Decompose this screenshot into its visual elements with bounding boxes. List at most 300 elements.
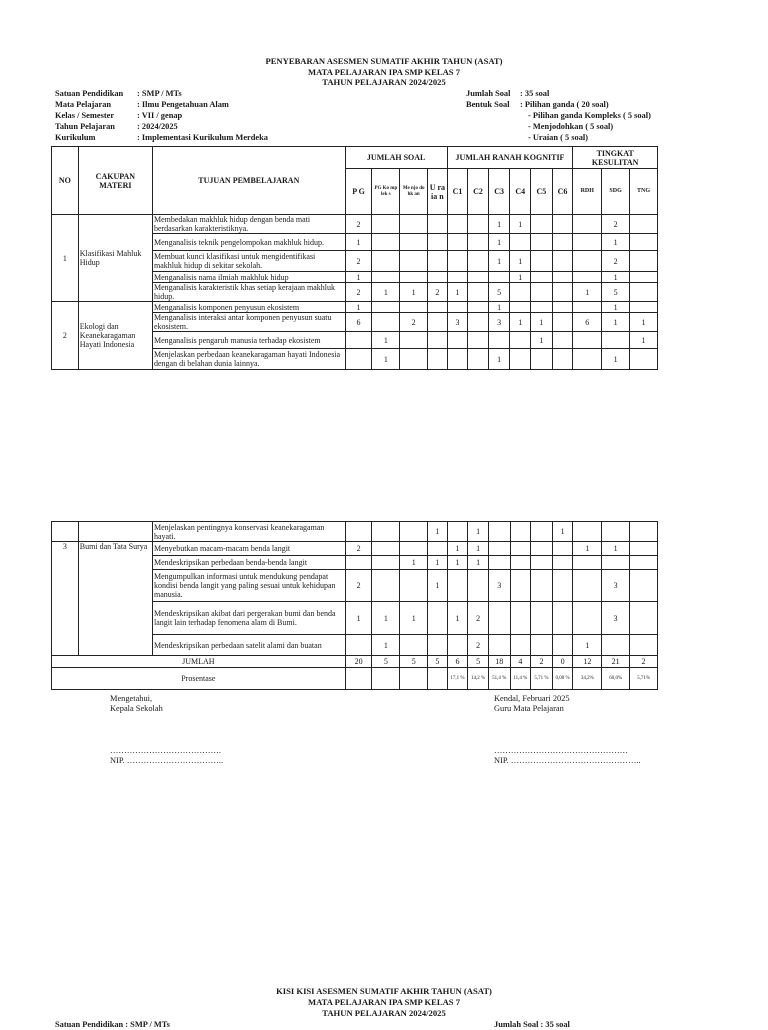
sig-left-line2: Kepala Sekolah: [110, 704, 163, 713]
cell-mj: [400, 234, 428, 251]
cell-ur: [428, 234, 448, 251]
cell-pgk: [372, 542, 400, 556]
page2-year: TAHUN PELAJARAN 2024/2025: [322, 1008, 446, 1018]
cell-pgk: 1: [372, 349, 400, 370]
cell-c6: [552, 234, 573, 251]
table-row: [52, 542, 658, 556]
cell-c2: 1: [468, 542, 489, 556]
sig-right-line2: Guru Mata Pelajaran: [494, 704, 564, 713]
cell-c2: 2: [468, 602, 489, 635]
total-c1: 6: [447, 656, 468, 668]
header-sdg: SDG: [602, 169, 630, 215]
table1-body: [52, 215, 658, 370]
cell-c5: [531, 349, 553, 370]
cell-c6: [552, 570, 573, 602]
cell-c1: [447, 272, 468, 283]
total-rdh: 12: [573, 656, 602, 668]
header-tingkat: TINGKAT KESULITAN: [573, 147, 658, 169]
total-c4: 4: [510, 656, 531, 668]
cell-pgk: [372, 522, 400, 542]
cell-c1: 1: [447, 283, 468, 302]
percentage-mj: [400, 668, 428, 690]
cell-c1: [447, 302, 468, 313]
cell-tng: [630, 349, 658, 370]
cell-mj: [400, 542, 428, 556]
total-label: JUMLAH: [52, 656, 346, 668]
row-tujuan: Menganalisis pengaruh manusia terhadap ekosistem: [152, 332, 345, 349]
header-c1: C1: [447, 169, 468, 215]
cell-c6: [552, 602, 573, 635]
row-no: 3: [52, 542, 79, 656]
percentage-c6: 0,00 %: [552, 668, 573, 690]
cell-c4: [510, 542, 531, 556]
cell-c2: [468, 215, 489, 234]
cell-c5: 1: [531, 313, 553, 332]
info-label-kelas: Kelas / Semester: [55, 111, 115, 120]
cell-rdh: 1: [573, 283, 602, 302]
cell-c2: 2: [468, 635, 489, 656]
cell-pgk: 1: [372, 635, 400, 656]
cell-c2: 1: [468, 522, 489, 542]
cell-sdg: 1: [602, 542, 630, 556]
row-tujuan: Mengumpulkan informasi untuk mendukung pendapat kondisi benda langit yang paling sesuai untuk kehidupan manusia.: [152, 570, 345, 602]
header-tng: TNG: [630, 169, 658, 215]
cell-sdg: 2: [602, 215, 630, 234]
row-tujuan: Menjelaskan pentingnya konservasi keanekaragaman hayati.: [152, 522, 345, 542]
cell-c1: [447, 349, 468, 370]
cell-sdg: 1: [602, 313, 630, 332]
cell-sdg: 2: [602, 251, 630, 272]
cell-mj: 1: [400, 602, 428, 635]
table-row: [52, 302, 658, 313]
cell-ur: [428, 542, 448, 556]
cell-tng: [630, 635, 658, 656]
sig-right-nip: NIP. ………………………………………..: [494, 756, 641, 765]
cell-pgk: [372, 556, 400, 570]
cell-c1: [447, 635, 468, 656]
percentage-row: [52, 668, 658, 690]
cell-c6: [552, 302, 573, 313]
cell-c4: [510, 332, 531, 349]
cell-tng: [630, 556, 658, 570]
cell-c4: [510, 635, 531, 656]
header-pg-kompleks: PG Ko mp lek s: [372, 169, 400, 215]
cell-pgk: [372, 313, 400, 332]
total-c3: 18: [488, 656, 510, 668]
cell-pg: [345, 349, 372, 370]
sig-right-name-line: …………………………………………: [494, 746, 628, 755]
cell-c3: [488, 272, 510, 283]
cell-c5: [531, 251, 553, 272]
cell-c2: [468, 251, 489, 272]
cell-c4: [510, 349, 531, 370]
header-menjodohkan: Me njo do hk an: [400, 169, 428, 215]
cell-c5: [531, 272, 553, 283]
total-mj: 5: [400, 656, 428, 668]
cell-c1: 1: [447, 556, 468, 570]
cell-c6: [552, 332, 573, 349]
cell-c2: [468, 332, 489, 349]
row-no: 2: [52, 302, 79, 370]
cell-c2: [468, 349, 489, 370]
row-no: [52, 522, 79, 542]
total-tng: 2: [630, 656, 658, 668]
cell-pg: [345, 332, 372, 349]
row-tujuan: Menjelaskan perbedaan keanekaragaman hayati Indonesia dengan di belahan dunia lainnya.: [152, 349, 345, 370]
cell-ur: [428, 251, 448, 272]
cell-pgk: [372, 570, 400, 602]
cell-ur: [428, 635, 448, 656]
cell-rdh: [573, 302, 602, 313]
percentage-pg: [345, 668, 372, 690]
cell-rdh: 6: [573, 313, 602, 332]
cell-c6: [552, 272, 573, 283]
cell-c4: [510, 556, 531, 570]
cell-rdh: [573, 556, 602, 570]
table-row: [52, 215, 658, 234]
cell-c6: [552, 283, 573, 302]
cell-c5: [531, 283, 553, 302]
cell-c3: 3: [488, 570, 510, 602]
cell-c3: 3: [488, 313, 510, 332]
cell-c5: [531, 635, 553, 656]
cell-sdg: [602, 635, 630, 656]
cell-ur: [428, 602, 448, 635]
cell-pg: 2: [345, 215, 372, 234]
cell-tng: [630, 522, 658, 542]
percentage-rdh: 34,2%: [573, 668, 602, 690]
cell-c3: 1: [488, 302, 510, 313]
info-label-kurikulum: Kurikulum: [55, 133, 96, 142]
cell-sdg: 3: [602, 602, 630, 635]
info-value-tahun: : 2024/2025: [137, 122, 178, 131]
row-tujuan: Mendeskripsikan perbedaan satelit alami dan buatan: [152, 635, 345, 656]
percentage-pgk: [372, 668, 400, 690]
cell-sdg: 1: [602, 234, 630, 251]
cell-c5: [531, 570, 553, 602]
row-tujuan: Menganalisis komponen penyusun ekosistem: [152, 302, 345, 313]
info-value-satuan: : SMP / MTs: [137, 89, 182, 98]
percentage-ur: [428, 668, 448, 690]
cell-c2: [468, 272, 489, 283]
total-pgk: 5: [372, 656, 400, 668]
row-cakupan-materi: [78, 522, 152, 542]
asat-distribution-table: [51, 146, 658, 370]
cell-tng: [630, 234, 658, 251]
cell-ur: [428, 272, 448, 283]
cell-rdh: [573, 234, 602, 251]
cell-ur: [428, 332, 448, 349]
header-c5: C5: [531, 169, 553, 215]
cell-ur: [428, 215, 448, 234]
cell-c3: 1: [488, 215, 510, 234]
table2-body: [52, 522, 658, 690]
cell-pg: 1: [345, 234, 372, 251]
cell-sdg: 1: [602, 302, 630, 313]
bentuk-item: - Uraian ( 5 soal): [528, 133, 589, 142]
cell-c3: [488, 556, 510, 570]
cell-rdh: [573, 272, 602, 283]
cell-c4: 1: [510, 215, 531, 234]
cell-c1: [447, 215, 468, 234]
cell-c5: [531, 522, 553, 542]
total-c6: 0: [552, 656, 573, 668]
cell-c5: [531, 602, 553, 635]
cell-sdg: [602, 332, 630, 349]
cell-c4: [510, 522, 531, 542]
cell-c3: [488, 635, 510, 656]
cell-c1: [447, 251, 468, 272]
info-value-kurikulum: : Implementasi Kurikulum Merdeka: [137, 133, 268, 142]
cell-pgk: [372, 215, 400, 234]
info-label-satuan: Satuan Pendidikan: [55, 89, 124, 98]
cell-pgk: 1: [372, 602, 400, 635]
cell-ur: [428, 313, 448, 332]
header-jumlah-soal: JUMLAH SOAL: [345, 147, 447, 169]
cell-mj: [400, 272, 428, 283]
cell-pg: 2: [345, 542, 372, 556]
bentuk-item: - Pilihan ganda Kompleks ( 5 soal): [528, 111, 651, 120]
cell-c5: [531, 234, 553, 251]
cell-c6: [552, 251, 573, 272]
cell-rdh: [573, 522, 602, 542]
header-c2: C2: [468, 169, 489, 215]
row-cakupan-materi: Ekologi dan Keanekaragaman Hayati Indonesia: [78, 302, 152, 370]
header-ranah: JUMLAH RANAH KOGNITIF: [447, 147, 573, 169]
percentage-label: Prosentase: [52, 668, 346, 690]
cell-pg: [345, 556, 372, 570]
page2-title: KISI KISI ASESMEN SUMATIF AKHIR TAHUN (ASAT): [276, 986, 492, 996]
cell-c4: 1: [510, 272, 531, 283]
header-c3: C3: [488, 169, 510, 215]
cell-c3: 1: [488, 234, 510, 251]
cell-mj: [400, 349, 428, 370]
cell-sdg: 1: [602, 272, 630, 283]
cell-c2: [468, 313, 489, 332]
doc-subtitle: MATA PELAJARAN IPA SMP KELAS 7: [307, 67, 461, 77]
bentuk-soal-value: : Pilihan ganda ( 20 soal): [520, 100, 609, 109]
total-c5: 2: [531, 656, 553, 668]
cell-mj: [400, 570, 428, 602]
cell-rdh: [573, 349, 602, 370]
cell-c3: 1: [488, 349, 510, 370]
total-row: [52, 656, 658, 668]
cell-tng: [630, 542, 658, 556]
info-value-mapel: : Ilmu Pengetahuan Alam: [137, 100, 229, 109]
cell-pg: 2: [345, 570, 372, 602]
cell-sdg: 3: [602, 570, 630, 602]
percentage-c2: 14,2 %: [468, 668, 489, 690]
cell-ur: 1: [428, 522, 448, 542]
cell-tng: [630, 272, 658, 283]
cell-pg: 2: [345, 283, 372, 302]
percentage-c1: 17,1 %: [447, 668, 468, 690]
row-tujuan: Menganalisis karakteristik khas setiap kerajaan makhluk hidup.: [152, 283, 345, 302]
bentuk-soal-label: Bentuk Soal: [466, 100, 510, 109]
row-cakupan-materi: Klasifikasi Mahluk Hidup: [78, 215, 152, 302]
header-uraian: U ra ia n: [428, 169, 448, 215]
cell-c2: [468, 234, 489, 251]
cell-c1: [447, 570, 468, 602]
row-no: 1: [52, 215, 79, 302]
cell-c5: [531, 556, 553, 570]
info-value-kelas: : VII / genap: [137, 111, 183, 120]
row-tujuan: Mendeskripsikan akibat dari pergerakan bumi dan benda langit lain terhadap fenomena alam di Bumi.: [152, 602, 345, 635]
row-tujuan: Membedakan makhluk hidup dengan benda mati berdasarkan karakteristiknya.: [152, 215, 345, 234]
cell-sdg: 5: [602, 283, 630, 302]
info-label-mapel: Mata Pelajaran: [55, 100, 112, 109]
cell-mj: [400, 635, 428, 656]
jumlah-soal-label: Jumlah Soal: [466, 89, 511, 98]
cell-c2: [468, 283, 489, 302]
cell-c2: 1: [468, 556, 489, 570]
cell-c4: [510, 234, 531, 251]
header-no: NO: [52, 147, 79, 215]
header-rdh: RDH: [573, 169, 602, 215]
percentage-sdg: 60,0%: [602, 668, 630, 690]
percentage-c3: 51,4 %: [488, 668, 510, 690]
sig-left-name-line: ………………………………….: [110, 746, 221, 755]
page2-partial-left: Satuan Pendidikan : SMP / MTs: [55, 1020, 170, 1029]
cell-pgk: [372, 302, 400, 313]
cell-mj: 1: [400, 283, 428, 302]
cell-tng: [630, 302, 658, 313]
row-cakupan-materi: Bumi dan Tata Surya: [78, 542, 152, 656]
cell-c4: 1: [510, 251, 531, 272]
cell-c3: [488, 602, 510, 635]
sig-left-line1: Mengetahui,: [110, 694, 153, 703]
cell-c5: [531, 542, 553, 556]
cell-tng: [630, 251, 658, 272]
cell-rdh: 1: [573, 542, 602, 556]
cell-c5: [531, 302, 553, 313]
total-ur: 5: [428, 656, 448, 668]
cell-c4: 1: [510, 313, 531, 332]
cell-c3: 1: [488, 251, 510, 272]
cell-ur: 2: [428, 283, 448, 302]
cell-ur: 1: [428, 570, 448, 602]
cell-mj: [400, 251, 428, 272]
header-c6: C6: [552, 169, 573, 215]
cell-mj: [400, 302, 428, 313]
cell-ur: 1: [428, 556, 448, 570]
cell-pgk: [372, 234, 400, 251]
cell-c1: [447, 332, 468, 349]
percentage-c5: 5,71 %: [531, 668, 553, 690]
page2-partial-right: Jumlah Soal : 35 soal: [494, 1020, 570, 1029]
page2-subtitle: MATA PELAJARAN IPA SMP KELAS 7: [307, 997, 461, 1007]
cell-rdh: [573, 570, 602, 602]
row-tujuan: Mendeskripsikan perbedaan benda-benda langit: [152, 556, 345, 570]
cell-c6: [552, 556, 573, 570]
cell-mj: [400, 215, 428, 234]
cell-c3: [488, 542, 510, 556]
cell-c4: [510, 283, 531, 302]
cell-c6: [552, 313, 573, 332]
cell-tng: [630, 570, 658, 602]
cell-c1: [447, 522, 468, 542]
cell-c1: [447, 234, 468, 251]
cell-pg: [345, 635, 372, 656]
cell-pg: 6: [345, 313, 372, 332]
cell-c2: [468, 570, 489, 602]
cell-pg: 1: [345, 302, 372, 313]
cell-ur: [428, 302, 448, 313]
cell-mj: 2: [400, 313, 428, 332]
header-c4: C4: [510, 169, 531, 215]
sig-right-line1: Kendal, Februari 2025: [494, 694, 570, 703]
cell-mj: [400, 332, 428, 349]
cell-c3: 5: [488, 283, 510, 302]
cell-pg: 1: [345, 602, 372, 635]
table-row: [52, 522, 658, 542]
cell-pgk: 1: [372, 283, 400, 302]
header-tujuan: TUJUAN PEMBELAJARAN: [152, 147, 345, 215]
percentage-tng: 5,71%: [630, 668, 658, 690]
cell-mj: 1: [400, 556, 428, 570]
cell-tng: 1: [630, 332, 658, 349]
cell-tng: [630, 215, 658, 234]
cell-pg: [345, 522, 372, 542]
cell-sdg: [602, 556, 630, 570]
row-tujuan: Menganalisis nama ilmiah makhluk hidup: [152, 272, 345, 283]
cell-pgk: 1: [372, 332, 400, 349]
cell-c6: [552, 349, 573, 370]
cell-c1: 1: [447, 602, 468, 635]
asat-distribution-table-continued: [51, 521, 658, 690]
cell-c2: [468, 302, 489, 313]
cell-sdg: 1: [602, 349, 630, 370]
header-cakupan: CAKUPAN MATERI: [78, 147, 152, 215]
cell-c3: [488, 522, 510, 542]
row-tujuan: Menganalisis interaksi antar komponen penyusun suatu ekosistem.: [152, 313, 345, 332]
cell-c4: [510, 602, 531, 635]
cell-rdh: 1: [573, 635, 602, 656]
row-tujuan: Menyebutkan macam-macam benda langit: [152, 542, 345, 556]
cell-tng: 1: [630, 313, 658, 332]
cell-c4: [510, 570, 531, 602]
cell-rdh: [573, 602, 602, 635]
cell-ur: [428, 349, 448, 370]
header-pg: P G: [345, 169, 372, 215]
cell-rdh: [573, 251, 602, 272]
cell-c3: [488, 332, 510, 349]
doc-year: TAHUN PELAJARAN 2024/2025: [322, 77, 446, 87]
cell-c6: [552, 215, 573, 234]
cell-mj: [400, 522, 428, 542]
sig-left-nip: NIP. ……………………………..: [110, 756, 224, 765]
doc-title: PENYEBARAN ASESMEN SUMATIF AKHIR TAHUN (ASAT): [265, 56, 503, 66]
cell-pgk: [372, 272, 400, 283]
cell-pg: 1: [345, 272, 372, 283]
cell-c6: [552, 635, 573, 656]
cell-c1: 1: [447, 542, 468, 556]
info-label-tahun: Tahun Pelajaran: [55, 122, 115, 131]
cell-c4: [510, 302, 531, 313]
cell-c5: 1: [531, 332, 553, 349]
cell-sdg: [602, 522, 630, 542]
cell-tng: [630, 602, 658, 635]
bentuk-item: - Menjodohkan ( 5 soal): [528, 122, 614, 131]
cell-pg: 2: [345, 251, 372, 272]
cell-c1: 3: [447, 313, 468, 332]
row-tujuan: Membuat kunci klasifikasi untuk mengidentifikasi makhluk hidup di sekitar sekolah.: [152, 251, 345, 272]
cell-pgk: [372, 251, 400, 272]
cell-c5: [531, 215, 553, 234]
jumlah-soal-value: : 35 soal: [520, 89, 550, 98]
percentage-c4: 11,4 %: [510, 668, 531, 690]
cell-rdh: [573, 332, 602, 349]
